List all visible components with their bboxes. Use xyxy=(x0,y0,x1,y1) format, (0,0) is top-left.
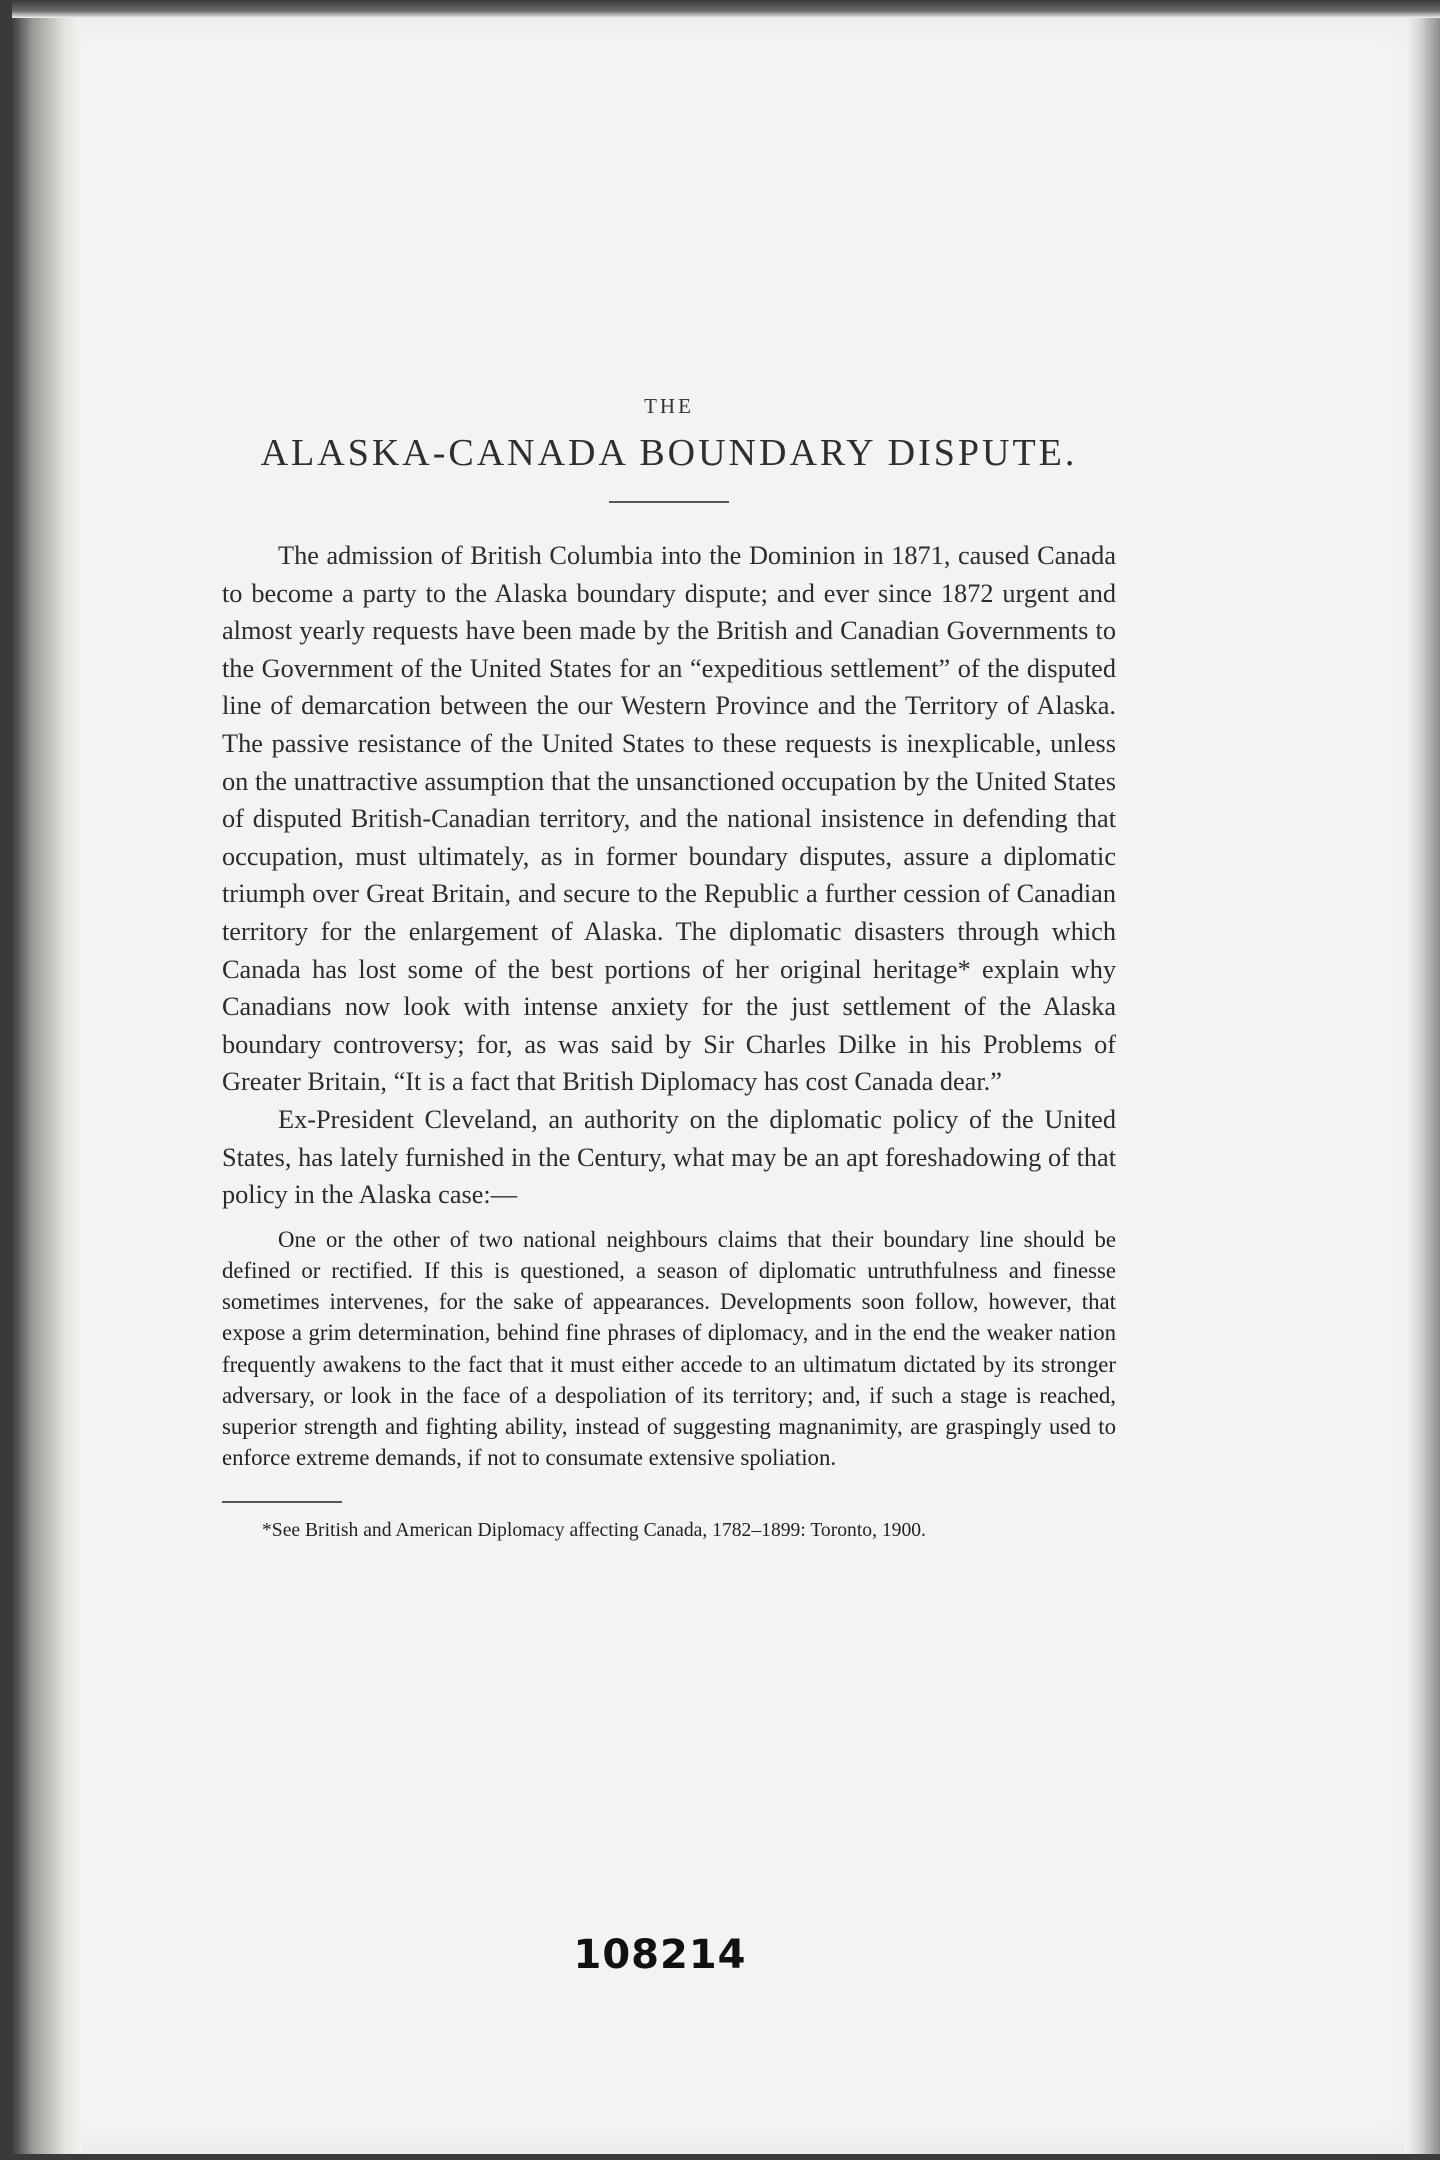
overtitle: THE xyxy=(644,394,694,418)
paragraph-2: Ex-President Cleveland, an authority on the diplomatic policy of the United States, has lately furnished in the Century, what may be an apt foreshadowing of that policy in the Alaska case:— xyxy=(222,1104,1116,1210)
title-divider xyxy=(609,501,729,503)
page-left-edge-shadow xyxy=(12,14,82,2154)
paragraph-1: The admission of British Columbia into the Dominion in 1871, caused Canada to become a party to the Alaska boundary dispute; and ever since 1872 urgent and almost yearly requests have been made by the British and Canadian Governments to the Government of the United States for an “expeditious settlement” of the disputed line of demarcation between the our Western Province and the Territory of Alaska. The passive resistance of the United States to these requests is inexplicable, unless on the unattractive assumption that the unsanctioned occupation by the United States of disputed British-Canadian territory, and the national insistence in defending that occupation, must ultimately, as in former boundary disputes, assure a diplomatic triumph over Great Britain, and secure to the Republic a further cession of Canadian territory for the enlargement of Alaska. The diplomatic disasters through which Canada has lost some of the best portions of her original heritage* explain why Canadians now look with intense anxiety for the just settlement of the Alaska boundary controversy; for, as was said by Sir Charles Dilke in his Problems of Greater Britain, “It is a fact that British Diplomacy has cost Canada dear.” xyxy=(222,541,1116,1097)
footnote: *See British and American Diplomacy affecting Canada, 1782–1899: Toronto, 1900. xyxy=(262,1520,926,1542)
page-top-edge-shadow xyxy=(12,0,1440,18)
page-right-edge-shadow xyxy=(1405,14,1440,2154)
document-title: ALASKA-CANADA BOUNDARY DISPUTE. xyxy=(260,432,1078,474)
block-quote: One or the other of two national neighbours claims that their boundary line should be defined or rectified. If this is questioned, a season of diplomatic untruthfulness and finesse sometimes intervenes, for the sake of appearances. Developments soon follow, however, that expose a grim determination, behind fine phrases of diplomacy, and in the end the weaker nation frequently awakens to the fact that it must either accede to an ultimatum dictated by its stronger adversary, or look in the face of a despoliation of its territory; and, if such a stage is reached, superior strength and fighting ability, instead of suggesting magnanimity, are graspingly used to enforce extreme demands, if not to consumate extensive spoliation. xyxy=(222,1226,1116,1471)
accession-number-stamp: 108214 xyxy=(573,1932,747,1978)
footnote-divider xyxy=(222,1501,342,1503)
document-body xyxy=(222,380,1116,1543)
